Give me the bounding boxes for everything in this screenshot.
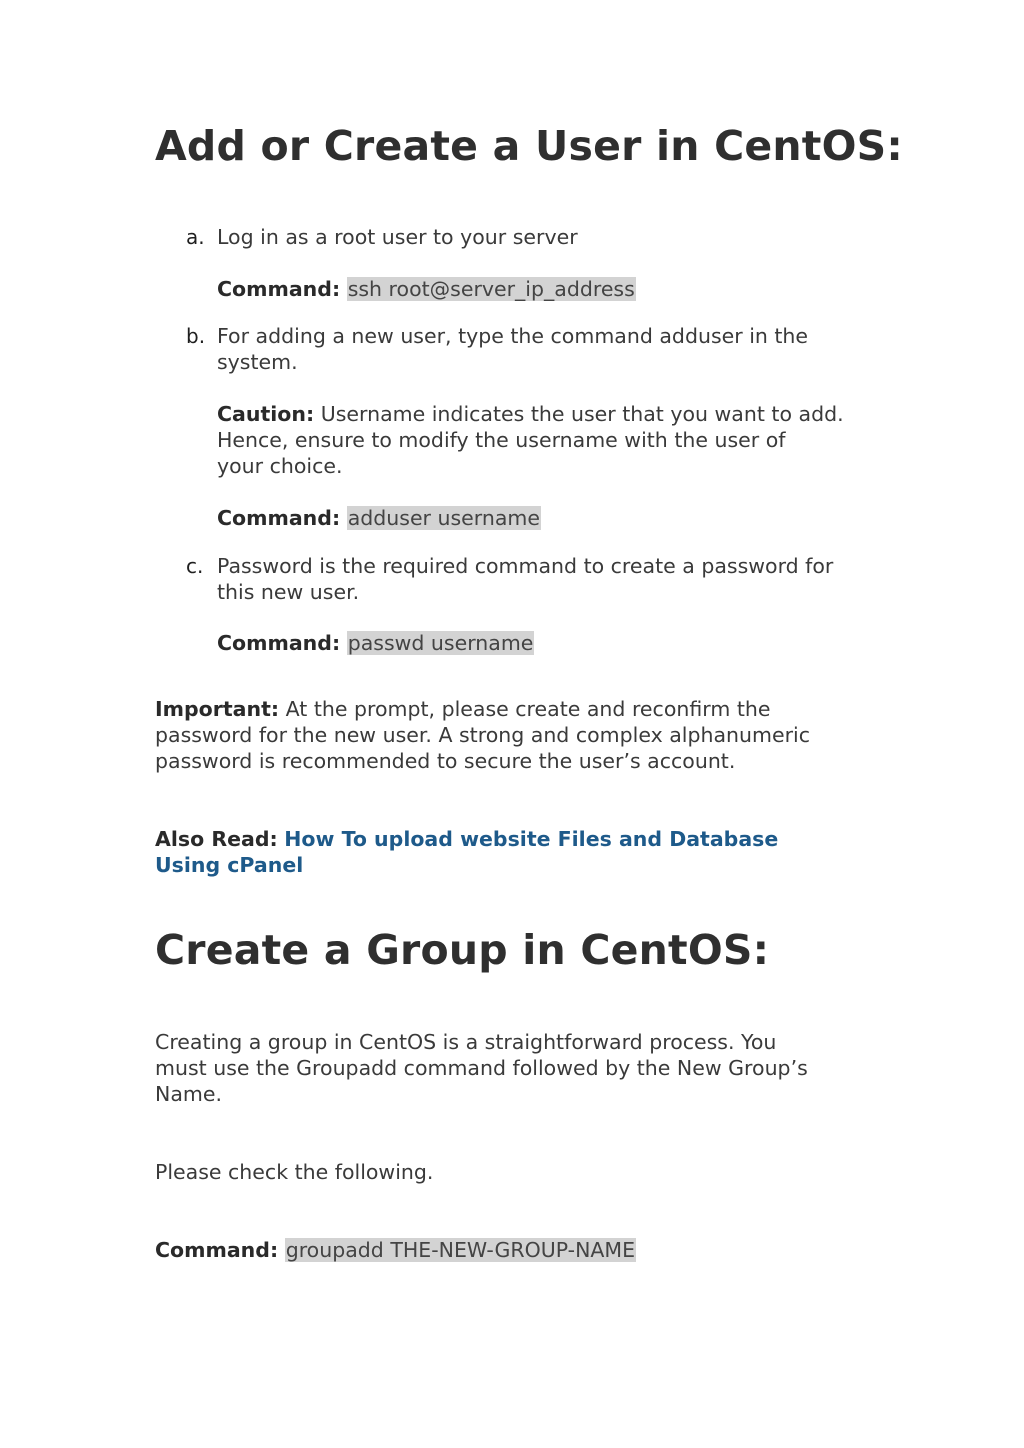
command-label: Command:	[155, 1238, 279, 1262]
step-c-text-line: Password is the required command to create a password for	[217, 554, 834, 578]
group-paragraph	[155, 1029, 895, 1107]
list-marker-c: c.	[186, 554, 204, 578]
also-read-line	[155, 852, 895, 878]
step-a-text: Log in as a root user to your server	[217, 225, 578, 249]
important-line: password is recommended to secure the user’s account.	[155, 749, 736, 773]
step-b-text	[217, 323, 887, 375]
section-heading-add-user: Add or Create a User in CentOS:	[155, 122, 903, 170]
important-note	[155, 696, 895, 774]
section-heading-create-group: Create a Group in CentOS:	[155, 926, 770, 974]
step-b-command-line	[217, 505, 887, 531]
command-label: Command:	[217, 506, 341, 530]
command-label: Command:	[217, 631, 341, 655]
important-text: At the prompt, please create and reconfirm the	[285, 697, 771, 721]
also-read-link-continued[interactable]: Using cPanel	[155, 853, 304, 877]
caution-line: Hence, ensure to modify the username with the user of	[217, 428, 786, 452]
step-c-command-line	[217, 630, 887, 656]
list-marker-a: a.	[186, 225, 205, 249]
step-c-text	[217, 553, 887, 605]
also-read-label: Also Read:	[155, 827, 278, 851]
step-b-caution	[217, 401, 887, 479]
caution-text: Username indicates the user that you want to add.	[320, 402, 844, 426]
command-code: adduser username	[347, 506, 540, 530]
command-code: groupadd THE-NEW-GROUP-NAME	[285, 1238, 636, 1262]
important-label: Important:	[155, 697, 280, 721]
paragraph-line: must use the Groupadd command followed by the New Group’s	[155, 1056, 808, 1080]
check-text: Please check the following.	[155, 1160, 434, 1184]
important-line: password for the new user. A strong and complex alphanumeric	[155, 723, 811, 747]
caution-line	[217, 401, 887, 427]
caution-label: Caution:	[217, 402, 315, 426]
list-marker-b: b.	[186, 324, 206, 348]
also-read	[155, 826, 895, 878]
paragraph-line: Name.	[155, 1082, 222, 1106]
caution-line: your choice.	[217, 454, 343, 478]
also-read-link[interactable]: How To upload website Files and Database	[284, 827, 779, 851]
also-read-line	[155, 826, 895, 852]
command-label: Command:	[217, 277, 341, 301]
step-b-text-line: system.	[217, 350, 298, 374]
command-code: ssh root@server_ip_address	[347, 277, 635, 301]
command-code: passwd username	[347, 631, 534, 655]
step-c-text-line: this new user.	[217, 580, 360, 604]
group-command-line	[155, 1237, 895, 1263]
step-a-command-line	[217, 276, 887, 302]
paragraph-line: Creating a group in CentOS is a straightforward process. You	[155, 1030, 777, 1054]
important-line	[155, 696, 895, 722]
step-b-text-line: For adding a new user, type the command adduser in the	[217, 324, 809, 348]
